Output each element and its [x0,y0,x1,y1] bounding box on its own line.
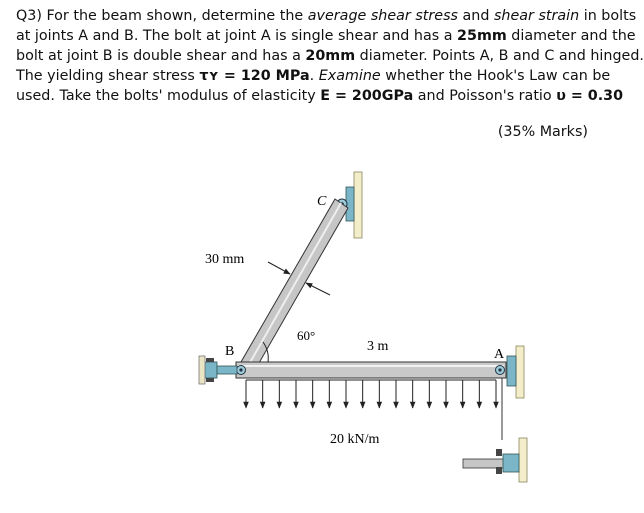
span-label: 3 m [367,339,389,354]
text-run: Examine [318,68,381,84]
label-b: B [225,344,235,359]
text-run: τʏ = 120 MPa [199,68,310,84]
label-c: C [317,194,327,209]
text-run: υ = 0.30 [556,88,624,104]
text-run: The yielding shear stress [16,68,200,84]
text-run: . [309,68,319,84]
text-run: diameter and the [506,28,636,44]
wall-support-a [507,346,524,398]
text-run: average shear stress [307,8,458,24]
text-run: bolt at joint B is double shear and has a [16,48,306,64]
load-label: 20 kN/m [330,432,380,447]
text-run: 20mm [305,48,356,64]
angle-label: 60° [297,328,316,343]
marks-label: (35% Marks) [497,124,588,140]
text-run: at joints A and B. The bolt at joint A is single shear and has a [16,28,458,44]
text-run: and Poisson's ratio [413,88,557,104]
text-run: diameter. Points A, B and C and hinged. [355,48,644,64]
text-run: whether the Hook's Law can be [380,68,611,84]
strut-bc [241,199,348,370]
pin-support-b [199,356,237,384]
text-run: shear strain [493,8,580,24]
distributed-load [246,380,496,408]
text-run: Q3) For the beam shown, determine the [16,8,308,24]
label-a: A [494,347,505,362]
text-run: 25mm [457,28,507,44]
text-run: used. Take the bolts' modulus of elasticity [16,88,321,104]
text-run: in bolts [579,8,637,24]
beam-ab [236,362,506,378]
width-label: 30 mm [205,252,245,267]
text-run: E = 200GPa [320,88,414,104]
text-run: and [457,8,494,24]
